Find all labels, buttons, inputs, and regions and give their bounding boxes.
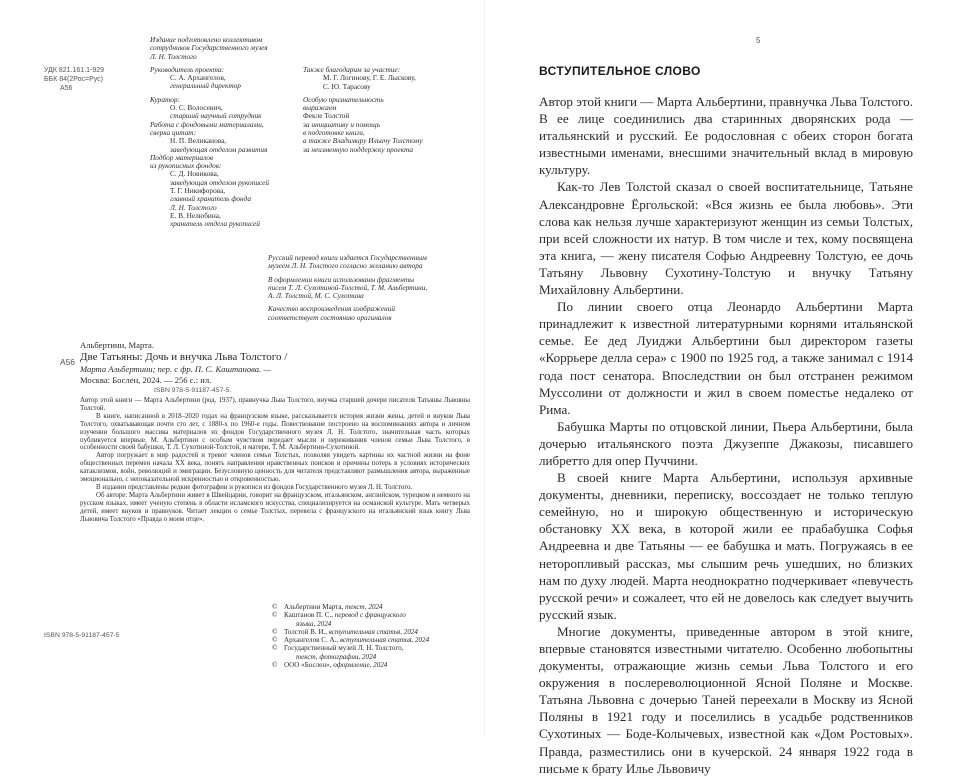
body-text xyxy=(539,93,913,777)
copyright-row xyxy=(272,611,472,628)
copyright-holder: Государственный музей Л. Н. Толстого, xyxy=(284,644,404,653)
page-number: 5 xyxy=(756,36,761,45)
copyright-role: вступительная статья, 2024 xyxy=(339,636,430,645)
rights-line: соответствует состоянию оригиналов xyxy=(268,312,392,322)
body-paragraph: Автор этой книги — Марта Альбертини, правнучка Льва Толстого. В ее лице соединились два старинных дворянских рода — итальянский и русский. Ее родословная с обеих сторон богата известными именами, внесшими значительный вклад в мировую культуру. xyxy=(539,94,913,178)
credit-line: заведующая отделом рукописей xyxy=(170,177,270,187)
body-paragraph: В своей книге Марта Альбертини, используя архивные документы, дневники, переписку, воссоздает не только теплую семейную, но и широкую общественную и историческую обстановку XX века, в которой жили ее прабабушка Софья Андреевна и две Татьяны — ее бабушка и мать. Погружаясь в ее неторопливый рассказ, мы слышим речь ушедших, но близких нам по духу людей. Марта неоднократно подчеркивает «певучесть русской речи» и сожалеет, что ей не довелось как следует выучить русский язык. xyxy=(539,470,913,622)
biblio-isbn: ISBN 978-5-91187-457-5. xyxy=(154,387,232,394)
chapter-heading: ВСТУПИТЕЛЬНОЕ СЛОВО xyxy=(539,64,701,78)
copyright-holder: Каштанов П. С., xyxy=(284,611,333,620)
biblio-title: Две Татьяны: Дочь и внучка Льва Толстого / xyxy=(80,351,288,363)
credit-line: Л. Н. Толстого xyxy=(170,202,217,212)
bbk-code: ББК 84(2Рос=Рус) xyxy=(44,76,103,83)
thanks-line: в подготовке книги, xyxy=(303,128,365,138)
copyright-role-continued: текст, фотографии, 2024 xyxy=(296,652,377,661)
annotation xyxy=(80,397,470,524)
rights-line: А. Л. Толстой, М. С. Сухотина xyxy=(268,291,364,301)
credit-line: Подбор материалов xyxy=(150,152,214,162)
biblio-author: Альбертини, Марта. xyxy=(80,340,154,350)
credit-line: Куратор: xyxy=(150,94,180,104)
credit-line: С. Д. Новикова, xyxy=(170,169,219,179)
body-paragraph: По линии своего отца Леонардо Альбертини Марта принадлежит к известной литературными корнями итальянской семье. Ее дед Луиджи Альбертини был директором газеты «Коррьере делла сера» с 1900 по 1925 год, а также занимал с 1914 года пост сенатора. Впоследствии он был отстранен режимом Муссолини от должности и жил в своем поместье недалеко от Рима. xyxy=(539,299,913,417)
copyright-symbol: © xyxy=(272,603,278,611)
thanks-line: за неизменную поддержку проекта xyxy=(303,144,413,154)
copyright-row xyxy=(272,661,472,669)
copyright-role: текст, 2024 xyxy=(345,603,383,611)
copyright-row xyxy=(272,644,472,661)
annotation-paragraph: Об авторе: Марта Альбертини живет в Швейцарии, говорит на французском, итальянском, английском, турецком и немного на русском языках, имеет ученую степень в области исламского искусства, специализируется на османской культуре. Мать четверых детей, имеет внуков и правнуков. Читает лекции о семье Толстых, перевела с французского на итальянский язык книгу Льва Львовича Толстого «Правда о моем отце». xyxy=(80,491,470,523)
annotation-paragraph: В издании представлены редкие фотографии и рукописи из фондов Государственного музея Л. Н. Толстого. xyxy=(96,483,413,491)
copyright-symbol: © xyxy=(272,661,278,670)
thanks-line: С. Ю. Тарасову xyxy=(323,81,371,91)
copyright-role-continued: языка, 2024 xyxy=(296,619,332,628)
bibliographic-record xyxy=(60,340,470,396)
rights-line: В оформлении книги использованы фрагменты xyxy=(268,274,415,284)
rights-line: Качество воспроизведения изображений xyxy=(268,304,395,314)
credit-line: сотрудников Государственного музея xyxy=(150,43,268,53)
classification-codes xyxy=(44,66,104,93)
author-sign: А56 xyxy=(60,85,73,92)
thanks-line: а также Владимиру Ильичу Толстому xyxy=(303,136,423,146)
annotation-paragraph: В книге, написанной в 2018–2020 годах на французском языке, рассказывается история жизни жены, детей и внуков Льва Толстого, охватывающая почти сто лет, с 1880-х по 1960-е годы. Повествование построено на воспоминаниях автора и личном изучении большого массива материалов из фондов Государственного музея Л. Н. Толстого, значительная часть которых публикуется впервые. М. Альбертини с особым чувством передает мысли и переживания членов семьи Льва Толстого, в особенности своей бабушки, Т. Л. Сухотиной-Толстой, и матери, Т. М. Альбертини-Сухотиной. xyxy=(80,412,470,452)
body-paragraph: Как-то Лев Толстой сказал о своей воспитательнице, Татьяне Александровне Ёргольской: «Вся жизнь ее была любовь». Эти слова как нельзя лучше характеризуют женщин из семьи Толстых, при всей сложности их натур. В том числе и тех, кому посвящена эта книга, — жену писателя Софью Андреевну Толстую, ее дочь Татьяну Львовну Сухотину-Толстую и внучку Татьяну Михайловну Альбертини. xyxy=(539,179,913,298)
credit-line: С. А. Архангелов, xyxy=(170,73,226,83)
credit-line: сверка цитат: xyxy=(150,127,197,137)
credit-line: Е. В. Нелюбина, xyxy=(170,210,221,220)
credit-line: Л. Н. Толстого xyxy=(150,51,197,61)
copyright-holder: ООО «Бослен», xyxy=(284,661,332,670)
rights-line: музеем Л. Н. Толстого согласно желанию автора xyxy=(268,261,423,271)
credit-line: хранитель отдела рукописей xyxy=(170,219,260,229)
body-paragraph: Бабушка Марты по отцовской линии, Пьера Альбертини, была дочерью итальянского поэта Джузеппе Джакозы, писавшего либретто для опер Пуччини. xyxy=(539,418,913,468)
left-page xyxy=(0,0,485,735)
credit-line: из рукописных фондов: xyxy=(150,161,222,171)
credit-line: главный хранитель фонда xyxy=(170,194,252,204)
rights-notes xyxy=(268,254,473,322)
copyright-holder: Толстой В. И., xyxy=(284,627,328,636)
rights-line: писем Т. Л. Сухотиной-Толстой, Т. М. Альбертини, xyxy=(268,282,428,292)
biblio-responsibility: Марта Альбертини; пер. с фр. П. С. Каштанова. — xyxy=(80,364,272,374)
thanks-line: Также благодарим за участие: xyxy=(303,65,401,74)
credit-line: Т. Г. Никифорова, xyxy=(170,186,226,196)
thanks-line: М. Г. Логинову, Г. Е. Лыскову, xyxy=(323,73,416,83)
biblio-imprint: Москва: Бослен, 2024. — 256 с.: ил. xyxy=(80,375,212,385)
isbn-bottom: ISBN 978-5-91187-457-5 xyxy=(44,632,120,639)
copyright-role: вступительная статья, 2024 xyxy=(328,627,418,636)
copyright-holder: Альбертини Марта, xyxy=(284,603,344,611)
copyright-symbol: © xyxy=(272,644,278,653)
copyright-holder: Архангелов С. А., xyxy=(284,636,339,645)
annotation-paragraph: Автор погружает в мир радостей и тревог членов семьи Толстых, позволяя увидеть картины их частной жизни на фоне общественных перемен начала XX века, понять направления нравственных поисков и причины потерь в условиях исторических катаклизмов, войн, революций и эмиграции. Безусловную ценность для читателя представляют размышления автора, выраженные эмоционально, с непоказательной искренностью и откровенностью. xyxy=(80,452,470,484)
thanks-block xyxy=(303,66,468,154)
copyright-row xyxy=(272,636,472,644)
annotation-paragraph: Автор этой книги — Марта Альбертини (род. 1937), правнучка Льва Толстого, внучка старшей дочери писателя Татьяны Львовны Толстой. xyxy=(80,397,470,412)
thanks-line: выражаем xyxy=(303,103,337,113)
copyright-block xyxy=(272,603,472,669)
credit-line: генеральный директор xyxy=(170,81,241,91)
credit-line: заведующая отделом развития xyxy=(170,144,268,154)
copyright-symbol: © xyxy=(272,627,278,636)
udk-code: УДК 821.161.1-929 xyxy=(44,67,105,74)
biblio-code: А56 xyxy=(60,357,75,367)
credit-line: Н. П. Великанова, xyxy=(170,136,227,146)
copyright-row xyxy=(272,603,472,611)
credit-line: Руководитель проекта: xyxy=(150,64,225,74)
body-paragraph: Многие документы, приведенные автором в этой книге, впервые становятся известными читателю. Особенно любопытны документы, отражающие жизнь семьи Льва Толстого и его окружения в послереволюционной Ясной Поляне и Москве. Татьяна Львовна с дочерью Таней переехали в Москву из Ясной Поляны в 1921 году и поселились в усадьбе родственников Сухотиных — Боде-Колычевых, известной как «Дом Ростовых». Правда, разместились они в кучерской. 24 января 1922 года в письме к брату Илье Львовичу xyxy=(539,623,913,776)
credit-line: Издание подготовлено коллективом xyxy=(150,35,263,44)
credit-line: О. С. Волосевич, xyxy=(170,103,223,113)
thanks-line: Фекле Толстой xyxy=(303,111,350,121)
credit-line: Работа с фондовыми материалами, xyxy=(150,119,264,129)
thanks-line: Особую признательность xyxy=(303,94,384,104)
rights-line: Русский перевод книги издается Государственным xyxy=(268,253,427,262)
copyright-role: перевод с французского xyxy=(334,611,406,620)
copyright-role: оформление, 2024 xyxy=(333,661,388,670)
thanks-line: за инициативу и помощь xyxy=(303,119,380,129)
credits-block xyxy=(150,36,310,229)
credit-line: старший научный сотрудник xyxy=(170,111,262,121)
copyright-symbol: © xyxy=(272,636,278,645)
copyright-row xyxy=(272,628,472,636)
copyright-symbol: © xyxy=(272,611,278,620)
